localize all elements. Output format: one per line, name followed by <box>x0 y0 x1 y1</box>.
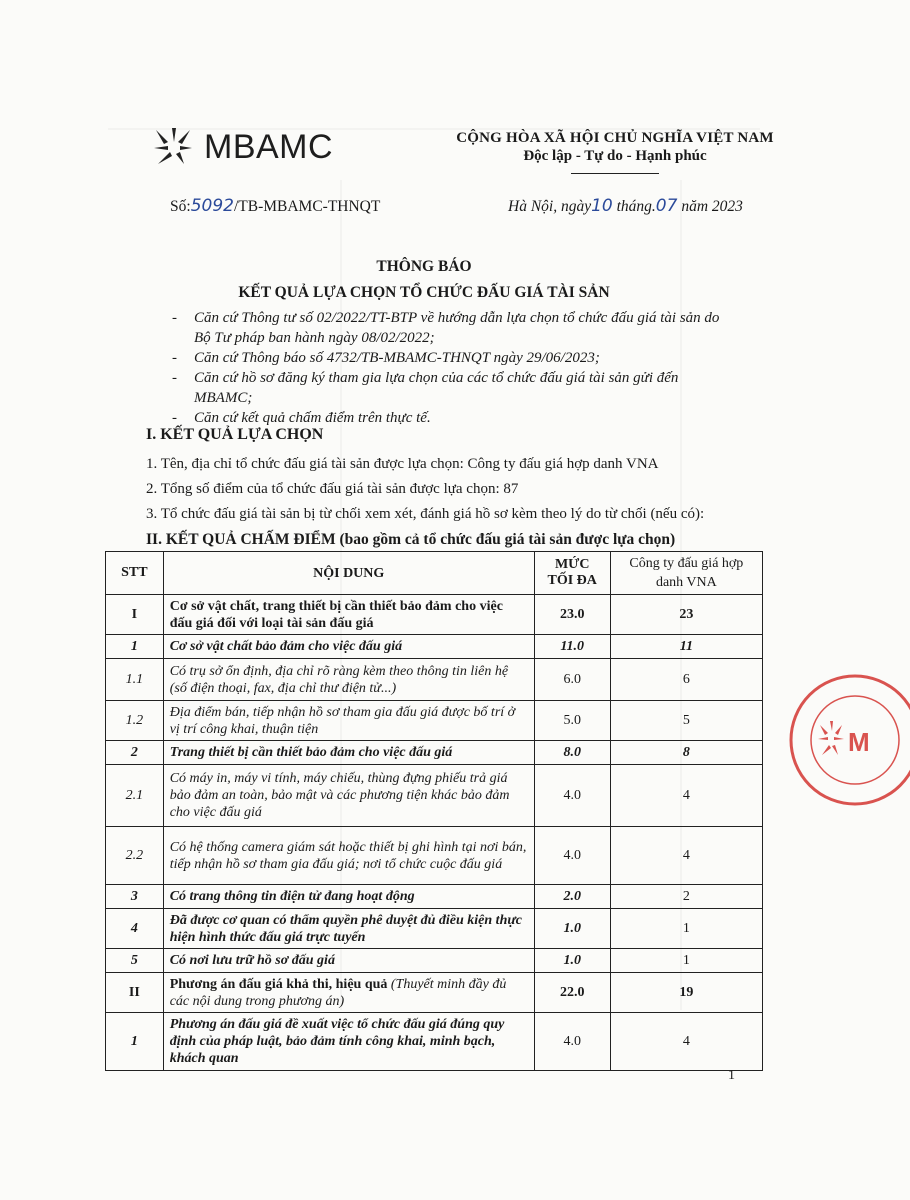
date-prefix: Hà Nội, ngày <box>508 198 592 215</box>
table-row <box>106 827 763 885</box>
cell-max: 1.0 <box>534 909 610 949</box>
cell-max: 8.0 <box>534 741 610 765</box>
notice-subtitle: KẾT QUẢ LỰA CHỌN TỔ CHỨC ĐẤU GIÁ TÀI SẢN <box>238 284 610 301</box>
cell-max: 22.0 <box>534 973 610 1013</box>
doc-no-suffix: /TB-MBAMC-THNQT <box>233 198 381 215</box>
section-1-line-3: 3. Tổ chức đấu giá tài sản bị từ chối xem xét, đánh giá hồ sơ kèm theo lý do từ chối (nếu có): <box>146 506 705 522</box>
company-stamp <box>780 655 910 825</box>
table-row <box>106 701 763 741</box>
cell-content: Có trang thông tin điện tử đang hoạt động <box>163 885 534 909</box>
cell-stt: 4 <box>106 909 164 949</box>
table-row <box>106 741 763 765</box>
cell-score: 1 <box>610 949 762 973</box>
cell-stt: 1 <box>106 635 164 659</box>
cell-score: 6 <box>610 659 762 701</box>
cell-content-note: (Thuyết minh đầy đủ các nội dung trong phương án) <box>169 976 507 1009</box>
legal-basis-item: - Căn cứ Thông tư số 02/2022/TT-BTP về hướng dẫn lựa chọn tổ chức đấu giá tài sản do Bộ Tư pháp ban hành ngày 08/02/2022; <box>170 308 722 348</box>
table-row <box>106 635 763 659</box>
motto-underline <box>571 173 659 174</box>
cell-score: 1 <box>610 909 762 949</box>
table-row <box>106 765 763 827</box>
cell-max: 4.0 <box>534 827 610 885</box>
section-1-line-2: 2. Tổng số điểm của tổ chức đấu giá tài sản được lựa chọn: 87 <box>146 481 519 497</box>
col-header-org: Công ty đấu giá hợp danh VNA <box>610 552 762 595</box>
cell-max: 23.0 <box>534 595 610 635</box>
cell-content: Có máy in, máy vi tính, máy chiếu, thùng đựng phiếu trả giá bảo đảm an toàn, bảo mật và các phương tiện khác bảo đảm cho việc đấu giá <box>163 765 534 827</box>
cell-score: 11 <box>610 635 762 659</box>
date-mid: tháng. <box>612 198 656 215</box>
col-header-max-line2: TỐI ĐA <box>547 573 597 588</box>
legal-bases <box>170 308 722 428</box>
page-number: 1 <box>728 1068 735 1083</box>
cell-stt: 1 <box>106 1013 164 1071</box>
cell-content: Địa điểm bán, tiếp nhận hồ sơ tham gia đấu giá được bố trí ở vị trí công khai, thuận tiện <box>163 701 534 741</box>
col-header-max <box>534 552 610 595</box>
cell-stt: 1.2 <box>106 701 164 741</box>
date-day-handwritten: 10 <box>591 196 613 216</box>
table-header-row <box>106 552 763 595</box>
cell-stt: II <box>106 973 164 1013</box>
cell-stt: 5 <box>106 949 164 973</box>
company-logo <box>150 126 333 168</box>
table-row <box>106 909 763 949</box>
section-1-line-1: 1. Tên, địa chỉ tổ chức đấu giá tài sản được lựa chọn: Công ty đấu giá hợp danh VNA <box>146 456 659 472</box>
cell-content: Cơ sở vật chất, trang thiết bị cần thiết bảo đảm cho việc đấu giá đối với loại tài sản đấu giá <box>163 595 534 635</box>
notice-title: THÔNG BÁO <box>376 258 472 275</box>
cell-score: 23 <box>610 595 762 635</box>
date-month-handwritten: 07 <box>655 196 678 216</box>
table-row <box>106 885 763 909</box>
table-row <box>106 973 763 1013</box>
mbamc-star-icon <box>150 126 196 168</box>
doc-no-prefix: Số: <box>170 198 191 215</box>
cell-score: 19 <box>610 973 762 1013</box>
cell-content: Đã được cơ quan có thẩm quyền phê duyệt đủ điều kiện thực hiện hình thức đấu giá trực tuyến <box>163 909 534 949</box>
document-number <box>170 196 380 216</box>
legal-basis-item: - Căn cứ Thông báo số 4732/TB-MBAMC-THNQT ngày 29/06/2023; <box>170 348 722 368</box>
section-1-heading: I. KẾT QUẢ LỰA CHỌN <box>146 426 324 443</box>
logo-wordmark: MBAMC <box>204 127 334 166</box>
doc-no-handwritten: 5092 <box>190 196 234 216</box>
cell-content: Cơ sở vật chất bảo đảm cho việc đấu giá <box>163 635 534 659</box>
document-date <box>508 196 743 216</box>
cell-content: Phương án đấu giá đề xuất việc tổ chức đấu giá đúng quy định của pháp luật, bảo đảm tính công khai, minh bạch, khách quan <box>163 1013 534 1071</box>
cell-score: 5 <box>610 701 762 741</box>
cell-stt: 2 <box>106 741 164 765</box>
cell-max: 2.0 <box>534 885 610 909</box>
cell-max: 11.0 <box>534 635 610 659</box>
table-row <box>106 949 763 973</box>
date-year: năm 2023 <box>677 198 743 215</box>
table-row <box>106 1013 763 1071</box>
cell-score: 4 <box>610 827 762 885</box>
cell-score: 8 <box>610 741 762 765</box>
cell-content: Trang thiết bị cần thiết bảo đảm cho việc đấu giá <box>163 741 534 765</box>
national-heading <box>445 130 785 174</box>
col-header-stt: STT <box>106 552 164 595</box>
cell-stt: 1.1 <box>106 659 164 701</box>
table-row <box>106 595 763 635</box>
cell-max: 5.0 <box>534 701 610 741</box>
cell-content <box>163 973 534 1013</box>
col-header-max-line1: MỨC <box>554 557 590 572</box>
cell-stt: I <box>106 595 164 635</box>
table-row <box>106 659 763 701</box>
col-header-content: NỘI DUNG <box>163 552 534 595</box>
cell-max: 1.0 <box>534 949 610 973</box>
nation-motto: Độc lập - Tự do - Hạnh phúc <box>523 148 707 164</box>
cell-stt: 2.1 <box>106 765 164 827</box>
legal-basis-item: - Căn cứ kết quả chấm điểm trên thực tế. <box>170 408 722 428</box>
cell-max: 4.0 <box>534 1013 610 1071</box>
cell-content-main: Phương án đấu giá khả thi, hiệu quả <box>169 976 388 992</box>
cell-content: Có hệ thống camera giám sát hoặc thiết bị ghi hình tại nơi bán, tiếp nhận hồ sơ tham gia đấu giá; nơi tổ chức cuộc đấu giá <box>163 827 534 885</box>
cell-content: Có nơi lưu trữ hồ sơ đấu giá <box>163 949 534 973</box>
svg-text:M: M <box>848 727 870 757</box>
legal-basis-item: - Căn cứ hồ sơ đăng ký tham gia lựa chọn của các tổ chức đấu giá tài sản gửi đến MBAMC; <box>170 368 722 408</box>
cell-score: 2 <box>610 885 762 909</box>
cell-stt: 3 <box>106 885 164 909</box>
cell-stt: 2.2 <box>106 827 164 885</box>
cell-max: 6.0 <box>534 659 610 701</box>
scoring-table <box>105 551 763 1071</box>
section-2-heading: II. KẾT QUẢ CHẤM ĐIỂM (bao gồm cả tổ chức đấu giá tài sản được lựa chọn) <box>146 531 676 548</box>
cell-content: Có trụ sở ổn định, địa chỉ rõ ràng kèm theo thông tin liên hệ (số điện thoại, fax, địa chỉ thư điện tử...) <box>163 659 534 701</box>
nation-title: CỘNG HÒA XÃ HỘI CHỦ NGHĨA VIỆT NAM <box>456 130 774 146</box>
cell-score: 4 <box>610 765 762 827</box>
cell-max: 4.0 <box>534 765 610 827</box>
cell-score: 4 <box>610 1013 762 1071</box>
